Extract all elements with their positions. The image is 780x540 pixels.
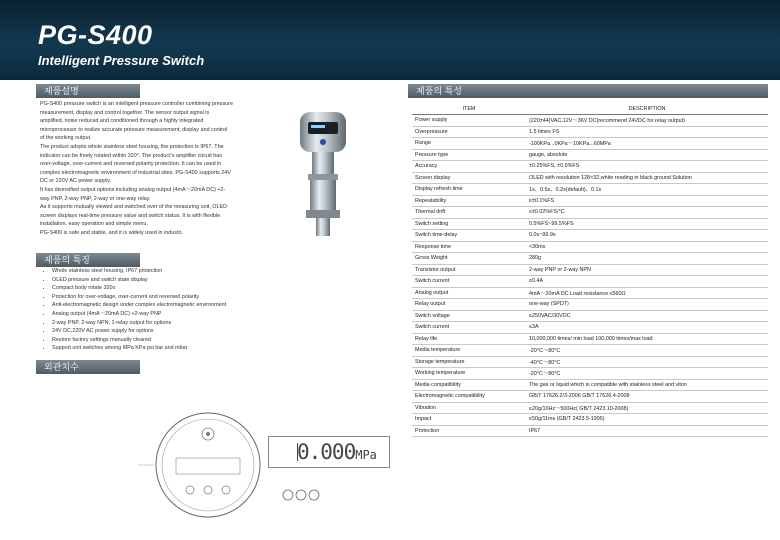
spec-description: <30ms	[526, 241, 768, 253]
feature-item: • Restore factory settings manually cleared	[52, 336, 226, 345]
spec-item: Switch current	[412, 276, 526, 288]
spec-item: Screen display	[412, 172, 526, 184]
feature-list	[40, 267, 226, 353]
spec-description: (220±44)VAC,12V～36V DC(recommend 24VDC for relay output)	[526, 115, 768, 127]
spec-header-description: DESCRIPTION	[526, 103, 768, 115]
feature-item: • 2-way PNP, 2-way NPN, 1-relay output for options	[52, 319, 226, 328]
feature-item: • Protection for over-voltage, over-current and reversed polarity	[52, 293, 226, 302]
spec-row	[412, 356, 768, 368]
spec-description: 2-way PNP or 2-way NPN	[526, 264, 768, 276]
spec-description: 10,000,000 times/ min load 100,000 times/max load	[526, 333, 768, 345]
spec-item: Pressure type	[412, 149, 526, 161]
feature-item: • OLED pressure and switch state display	[52, 276, 226, 285]
spec-description: ≤±0.1%FS	[526, 195, 768, 207]
spec-row	[412, 115, 768, 127]
lcd-value: 0.000	[297, 440, 356, 464]
product-subtitle: Intelligent Pressure Switch	[38, 53, 205, 68]
description-line: It has diversified output options including analog output (4mA～20mA DC) +2-	[40, 186, 226, 193]
spec-row	[412, 138, 768, 150]
spec-item: Relay output	[412, 299, 526, 311]
spec-row	[412, 425, 768, 437]
spec-item: Switch time-delay	[412, 230, 526, 242]
feature-item: • Analog output (4mA～20mA DC) +2-way PNP	[52, 310, 226, 319]
spec-item: Switch voltage	[412, 310, 526, 322]
spec-description: 280g	[526, 253, 768, 265]
spec-row	[412, 195, 768, 207]
feature-item: • Compact body rotate 320o	[52, 284, 226, 293]
spec-item: Impact	[412, 414, 526, 426]
spec-row	[412, 264, 768, 276]
description-line: PG-S400 pressure switch is an intelligent pressure controller combining pressure	[40, 101, 233, 107]
spec-table-header	[412, 103, 768, 115]
spec-description: OLED with resolution 128×32,white reading in black ground Solution	[526, 172, 768, 184]
indicator-led-panel	[281, 485, 321, 505]
spec-row	[412, 414, 768, 426]
spec-description: -20°C～80°C	[526, 345, 768, 357]
spec-row	[412, 333, 768, 345]
spec-description: gauge, absolute	[526, 149, 768, 161]
spec-item: Response time	[412, 241, 526, 253]
description-line: The product adopts whole stainless steel housing, the protection is IP67. The	[40, 143, 224, 150]
description-line: As it supports mutually viewed and switched over of the measuring unit, OLED	[40, 204, 227, 211]
lcd-reading	[297, 440, 377, 467]
section-header-specs: 제품의 특성	[408, 84, 768, 98]
spec-item: Accuracy	[412, 161, 526, 173]
spec-item: Working temperature	[412, 368, 526, 380]
description-line: microprocessor to realize accurate pressure measurement, display and control	[40, 126, 228, 133]
spec-description: -20°C～80°C	[526, 368, 768, 380]
spec-description: ≤0.4A	[526, 276, 768, 288]
spec-item: Media compatibility	[412, 379, 526, 391]
spec-description: 0.5%FS~99.5%FS	[526, 218, 768, 230]
dimension-drawing	[128, 410, 268, 520]
spec-item: Range	[412, 138, 526, 150]
product-photo	[296, 108, 350, 242]
spec-row	[412, 402, 768, 414]
spec-item: Relay life	[412, 333, 526, 345]
spec-description: ≤3A	[526, 322, 768, 334]
spec-description: 4mA～20mA DC Load resistance ≤560Ω	[526, 287, 768, 299]
spec-item: Vibration	[412, 402, 526, 414]
spec-item: Switch setting	[412, 218, 526, 230]
description-line: PG-S400 is safe and stable, and it is widely used in industri.	[40, 229, 183, 236]
spec-row	[412, 310, 768, 322]
spec-row	[412, 368, 768, 380]
description-line: installation, easy operation and simple menu.	[40, 221, 148, 228]
spec-item: Switch current	[412, 322, 526, 334]
spec-row	[412, 345, 768, 357]
spec-description: ≤250VAC/30VDC	[526, 310, 768, 322]
product-title: PG-S400	[38, 20, 153, 50]
spec-row	[412, 172, 768, 184]
lcd-display	[268, 436, 390, 468]
spec-item: Repeatability	[412, 195, 526, 207]
description-line: way PNP, 2-way PNP, 2-way or one-way relay.	[40, 195, 151, 202]
lcd-digit-segment	[283, 443, 298, 461]
section-header-features: 제품의 특징	[36, 253, 140, 267]
spec-item: Transistor output	[412, 264, 526, 276]
spec-row	[412, 241, 768, 253]
spec-description: one-way (SPDT)	[526, 299, 768, 311]
spec-row	[412, 161, 768, 173]
spec-description: 1.5 times FS	[526, 126, 768, 138]
spec-item: Gross Weight	[412, 253, 526, 265]
spec-row	[412, 207, 768, 219]
spec-row	[412, 126, 768, 138]
spec-row	[412, 391, 768, 403]
feature-item: • Whole stainless steel housing, IP67 protection	[52, 267, 226, 276]
spec-description: 1s、0.5s、0.2s(default)、0.1s	[526, 184, 768, 196]
spec-description: IP67	[526, 425, 768, 437]
description-line: complex electromagnetic environment of industrial sites. PG-S400 supports 24V	[40, 169, 231, 176]
spec-item: Media temperature	[412, 345, 526, 357]
spec-description: ≤50g/11ms (GB/T 2423.5-1995)	[526, 414, 768, 426]
spec-item: Electromagnetic compatibility	[412, 391, 526, 403]
spec-row	[412, 253, 768, 265]
spec-description: ±0.25%FS, ±0.5%FS	[526, 161, 768, 173]
spec-row	[412, 276, 768, 288]
spec-row	[412, 230, 768, 242]
spec-row	[412, 287, 768, 299]
spec-header-item: ITEM	[412, 103, 526, 115]
spec-description: GB/T 17626.2/3-2006 GB/T 17626.4-2008	[526, 391, 768, 403]
spec-row	[412, 218, 768, 230]
description-line: screen displays real-time pressure value and switch status. It is with flexible	[40, 212, 221, 219]
description-line: amplified, noise reduced and conditioned through a highly integrated	[40, 118, 204, 125]
spec-item: Thermal drift	[412, 207, 526, 219]
feature-item: • Support unit switches among MPa KPa psi bar and mbar	[52, 344, 226, 353]
header-banner	[0, 0, 780, 80]
description-line: DC or 220V AC power supply.	[40, 178, 112, 185]
spec-description: -100KPa...0KPa～10KPa...60MPa	[526, 138, 768, 150]
spec-row	[412, 322, 768, 334]
lcd-unit: MPa	[355, 448, 377, 462]
spec-row	[412, 299, 768, 311]
spec-row	[412, 184, 768, 196]
description-line: measurement, display and control together. The sensor output signal is	[40, 109, 210, 116]
spec-description: ≤±0.02%FS/°C	[526, 207, 768, 219]
spec-row	[412, 379, 768, 391]
spec-item: Analog output	[412, 287, 526, 299]
feature-item: • 24V DC,220V AC power supply for options	[52, 327, 226, 336]
description-line: over-voltage, over-current and reversed polarity protection. It can be used in	[40, 161, 222, 168]
spec-description: ≤20g/10Hz～500Hz( GB/T 2423.10-2008)	[526, 402, 768, 414]
description-line: of the working output.	[40, 135, 92, 142]
feature-item: • Anti-electromagnetic design under complex electromagnetic environment	[52, 301, 226, 310]
spec-item: Storage temperature	[412, 356, 526, 368]
spec-item: Power supply	[412, 115, 526, 127]
section-header-description: 제품설명	[36, 84, 140, 98]
spec-item: Display refresh time	[412, 184, 526, 196]
description-line: indicator can be freely rotated within 320°. The product's amplifier circuit has	[40, 152, 222, 159]
spec-row	[412, 149, 768, 161]
description-text	[40, 100, 302, 238]
spec-item: Overpressure	[412, 126, 526, 138]
section-header-dimensions: 외관치수	[36, 360, 140, 374]
spec-description: 0.0s~99.9s	[526, 230, 768, 242]
spec-table	[412, 103, 768, 437]
spec-item: Protection	[412, 425, 526, 437]
spec-description: -40°C～80°C	[526, 356, 768, 368]
spec-description: The gas or liquid which is compatible with stainless steel and viton	[526, 379, 768, 391]
